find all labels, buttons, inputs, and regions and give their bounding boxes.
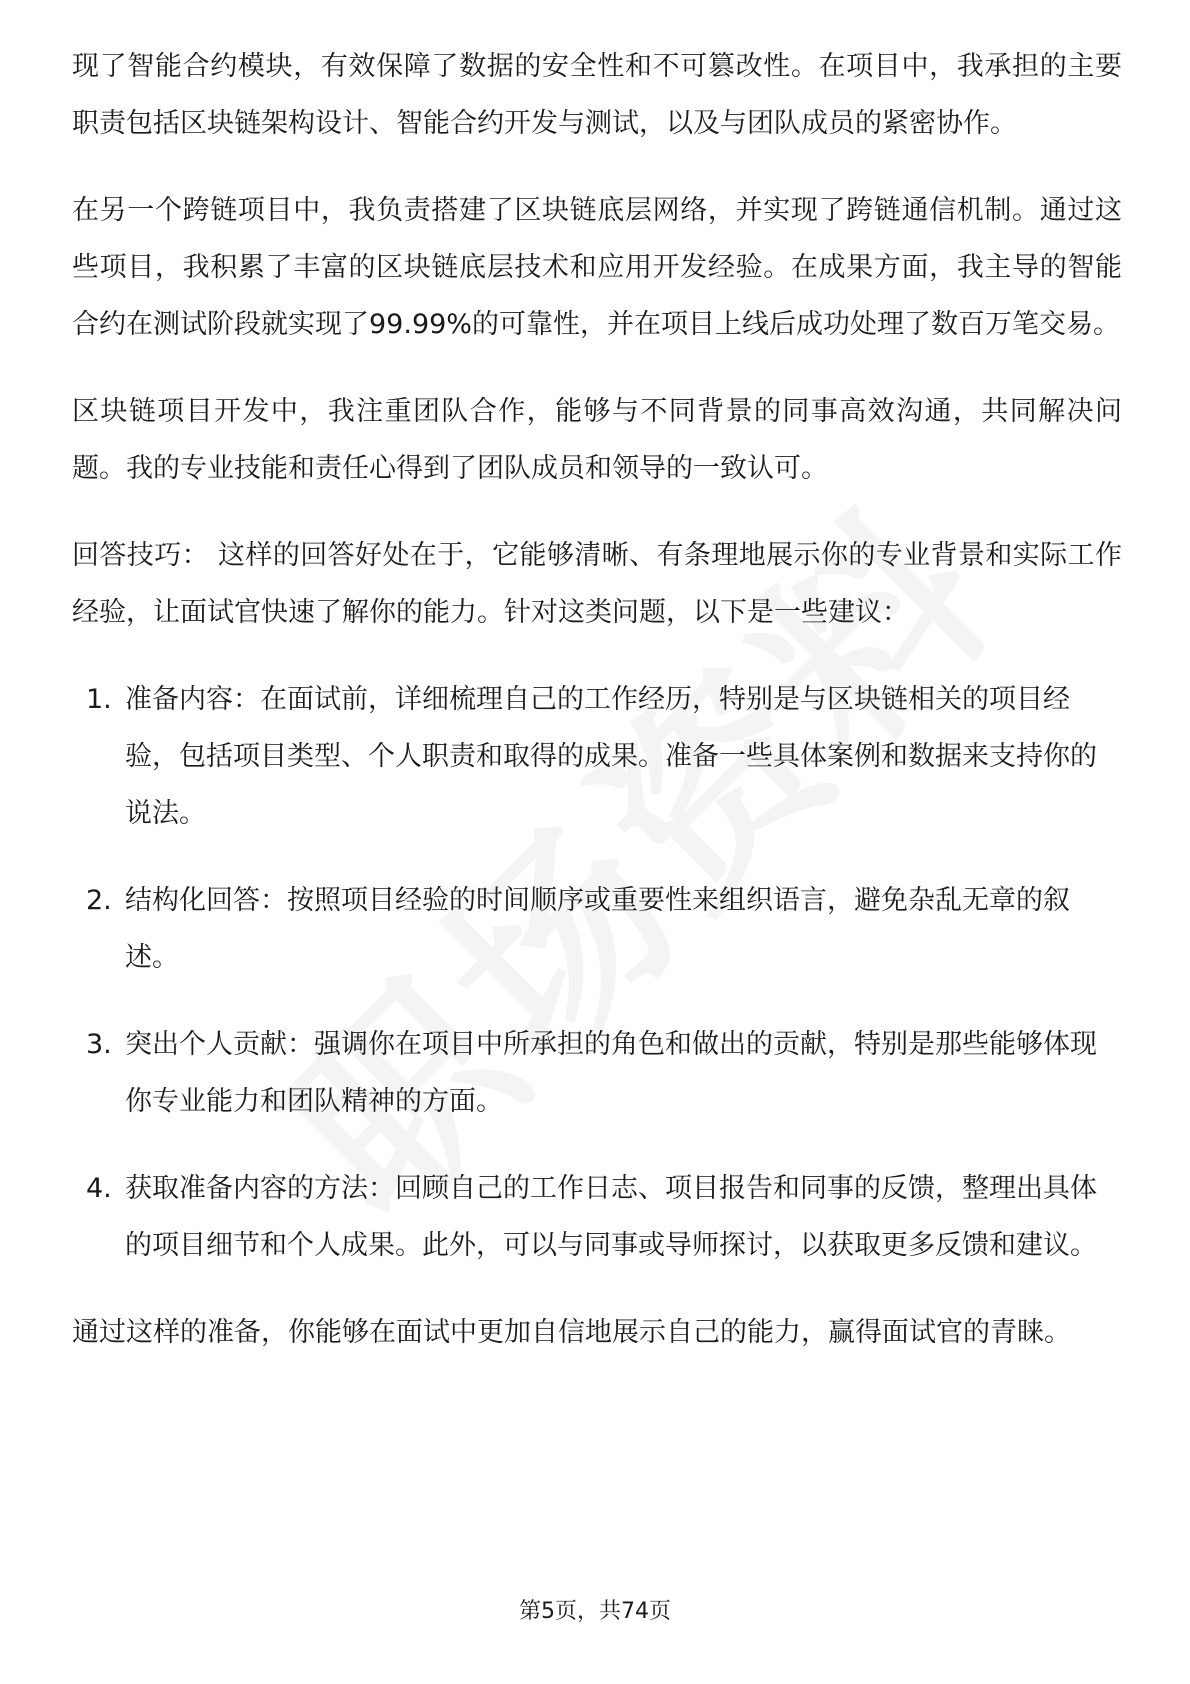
paragraph-project-duties: 现了智能合约模块，有效保障了数据的安全性和不可篡改性。在项目中，我承担的主要职责包括区块链架构设计、智能合约开发与测试，以及与团队成员的紧密协作。 — [72, 51, 1122, 139]
paragraph-answer-tips: 回答技巧： 这样的回答好处在于，它能够清晰、有条理地展示你的专业背景和实际工作经验，让面试官快速了解你的能力。针对这类问题，以下是一些建议： — [72, 540, 1122, 628]
list-item-number: 3. — [86, 1029, 112, 1060]
list-item — [72, 1160, 1122, 1274]
list-item — [72, 671, 1122, 842]
list-item-text: 获取准备内容的方法：回顾自己的工作日志、项目报告和同事的反馈，整理出具体的项目细节和个人成果。此外，可以与同事或导师探讨，以获取更多反馈和建议。 — [125, 1173, 1097, 1261]
list-item-text: 突出个人贡献：强调你在项目中所承担的角色和做出的贡献，特别是那些能够体现你专业能力和团队精神的方面。 — [125, 1029, 1097, 1117]
paragraph-teamwork: 区块链项目开发中，我注重团队合作，能够与不同背景的同事高效沟通，共同解决问题。我的专业技能和责任心得到了团队成员和领导的一致认可。 — [72, 396, 1122, 484]
list-item-text: 准备内容：在面试前，详细梳理自己的工作经历，特别是与区块链相关的项目经验，包括项目类型、个人职责和取得的成果。准备一些具体案例和数据来支持你的说法。 — [125, 684, 1097, 829]
list-item — [72, 872, 1122, 986]
page-number-footer: 第5页，共74页 — [519, 1599, 671, 1624]
paragraph-conclusion: 通过这样的准备，你能够在面试中更加自信地展示自己的能力，赢得面试官的青睐。 — [72, 1317, 1071, 1348]
document-body — [72, 38, 1122, 1391]
list-item-text: 结构化回答：按照项目经验的时间顺序或重要性来组织语言，避免杂乱无章的叙述。 — [125, 885, 1070, 973]
list-item-number: 1. — [86, 684, 112, 715]
list-item — [72, 1016, 1122, 1130]
suggestion-list — [72, 671, 1122, 1274]
paragraph-cross-chain-project: 在另一个跨链项目中，我负责搭建了区块链底层网络，并实现了跨链通信机制。通过这些项目，我积累了丰富的区块链底层技术和应用开发经验。在成果方面，我主导的智能合约在测试阶段就实现了99.99%的可靠性，并在项目上线后成功处理了数百万笔交易。 — [72, 195, 1122, 340]
list-item-number: 4. — [86, 1173, 112, 1204]
list-item-number: 2. — [86, 885, 112, 916]
